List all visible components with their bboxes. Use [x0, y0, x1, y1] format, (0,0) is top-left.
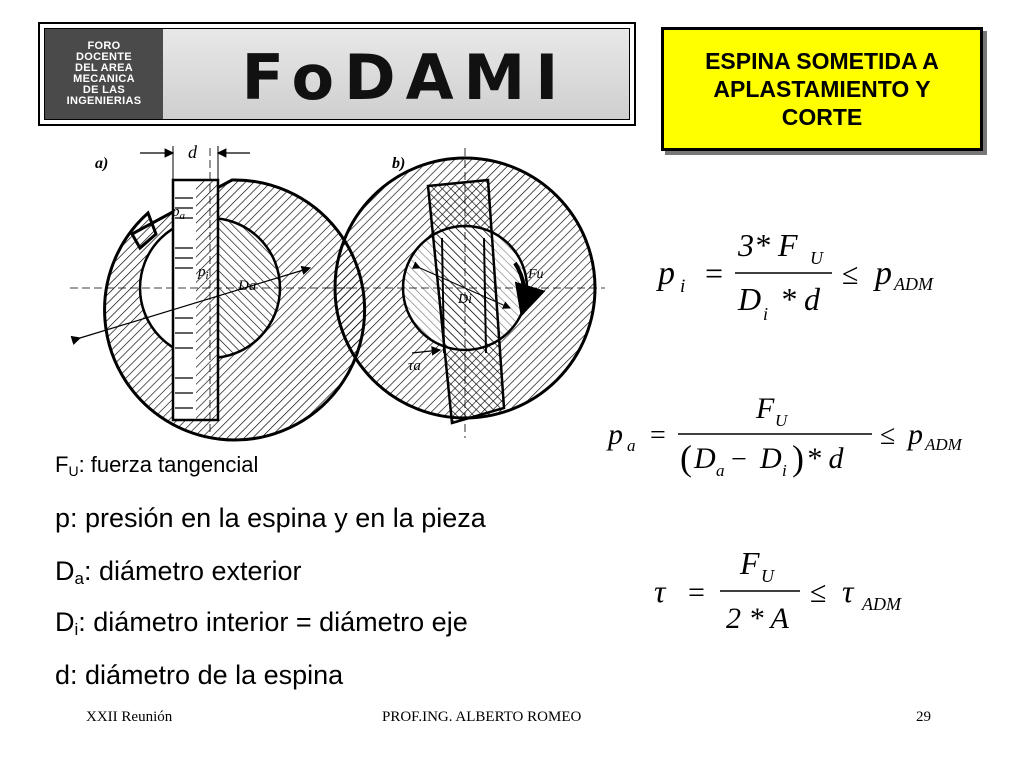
logo-org-block: [45, 29, 163, 119]
def-d: d: diámetro de la espina: [55, 660, 344, 690]
f1-num-sub: U: [810, 248, 823, 268]
def-di-text: : diámetro interior = diámetro eje: [78, 607, 468, 637]
logo-line: FORO: [87, 40, 121, 52]
f2-num-sub: U: [775, 411, 788, 430]
slide-title: [661, 27, 983, 151]
f2-eq: =: [650, 420, 666, 451]
def-da-symbol: D: [55, 556, 75, 586]
fodami-logo: [38, 22, 636, 126]
fu-label: Fu: [528, 267, 544, 282]
def-fu-sub: U: [68, 463, 79, 479]
figure-a: [70, 142, 365, 440]
pi-label: $p_i$: [198, 264, 209, 282]
f3-rhs-sub: ADM: [862, 594, 901, 614]
f3-num: F: [740, 545, 760, 581]
f1-lhs: p: [658, 255, 675, 292]
logo-wordmark: FoDAMI: [241, 40, 569, 114]
f1-den-sub: i: [763, 304, 769, 324]
figure-a-label: a): [95, 155, 109, 172]
def-da: [55, 556, 302, 589]
tau-label: τa: [408, 358, 421, 374]
logo-line: DEL AREA: [74, 62, 134, 74]
f2-num: F: [756, 392, 775, 425]
title-line: CORTE: [781, 104, 863, 130]
f2-rel: ≤: [880, 420, 896, 451]
f1-den: D: [738, 281, 762, 317]
f2-paren-close: ): [792, 438, 804, 478]
f1-rhs: p: [875, 255, 892, 292]
f1-rel: ≤: [842, 258, 859, 291]
logo-line: INGENIERIAS: [66, 95, 142, 107]
f2-paren-open: (: [680, 438, 692, 478]
logo-line: DOCENTE: [76, 51, 132, 63]
f3-lhs: τ: [654, 573, 666, 609]
formula-pi: [650, 218, 970, 330]
f2-rhs: p: [908, 418, 923, 451]
da-label: Da: [238, 278, 257, 294]
f3-eq: =: [688, 576, 705, 609]
def-fu-text: : fuerza tangencial: [78, 452, 259, 477]
f3-rel: ≤: [810, 576, 827, 609]
def-di-sub: i: [74, 620, 79, 639]
formula-tau: [648, 540, 938, 642]
f3-num-sub: U: [761, 566, 774, 586]
pa-label: $p_a$: [172, 204, 185, 222]
def-di: [55, 607, 468, 640]
f2-den-a-sub: a: [716, 461, 725, 480]
f1-lhs-sub: i: [680, 276, 686, 297]
title-line: APLASTAMIENTO Y: [713, 76, 931, 102]
f2-den-b-sub: i: [782, 461, 787, 480]
f3-den: 2 * A: [726, 602, 789, 635]
footer-author: PROF.ING. ALBERTO ROMEO: [382, 709, 582, 725]
f2-lhs: p: [608, 418, 623, 451]
f2-lhs-sub: a: [627, 436, 636, 455]
formula-pa: [600, 388, 980, 484]
logo-line: DE LAS: [82, 84, 126, 96]
def-da-sub: a: [74, 569, 84, 588]
f1-den-rest: * d: [772, 281, 820, 317]
def-p: p: presión en la espina y en la pieza: [55, 503, 486, 533]
f1-num: 3* F: [738, 227, 798, 263]
f2-rhs-sub: ADM: [925, 435, 962, 454]
f2-den-rest: * d: [806, 442, 844, 475]
slide-number: 29: [916, 709, 931, 725]
figure-b-label: b): [392, 155, 406, 172]
def-da-text: : diámetro exterior: [83, 556, 302, 586]
f2-den-a: D: [694, 442, 716, 475]
def-fu: [55, 452, 258, 479]
di-label: Di: [458, 292, 472, 307]
f2-den-b: D: [760, 442, 782, 475]
f1-rhs-sub: ADM: [894, 274, 933, 294]
title-line: ESPINA SOMETIDA A: [705, 48, 939, 74]
footer-event: XXII Reunión: [86, 709, 173, 725]
f3-rhs: τ: [842, 573, 854, 609]
f1-eq: =: [705, 255, 724, 291]
pin-diagram: [60, 138, 620, 450]
def-fu-symbol: F: [55, 452, 69, 477]
logo-frame: [44, 28, 630, 120]
f2-minus: −: [724, 444, 754, 475]
def-di-symbol: D: [55, 607, 75, 637]
logo-line: MECANICA: [73, 73, 135, 85]
figure-b: [325, 148, 605, 438]
dim-d-label: d: [188, 142, 197, 162]
